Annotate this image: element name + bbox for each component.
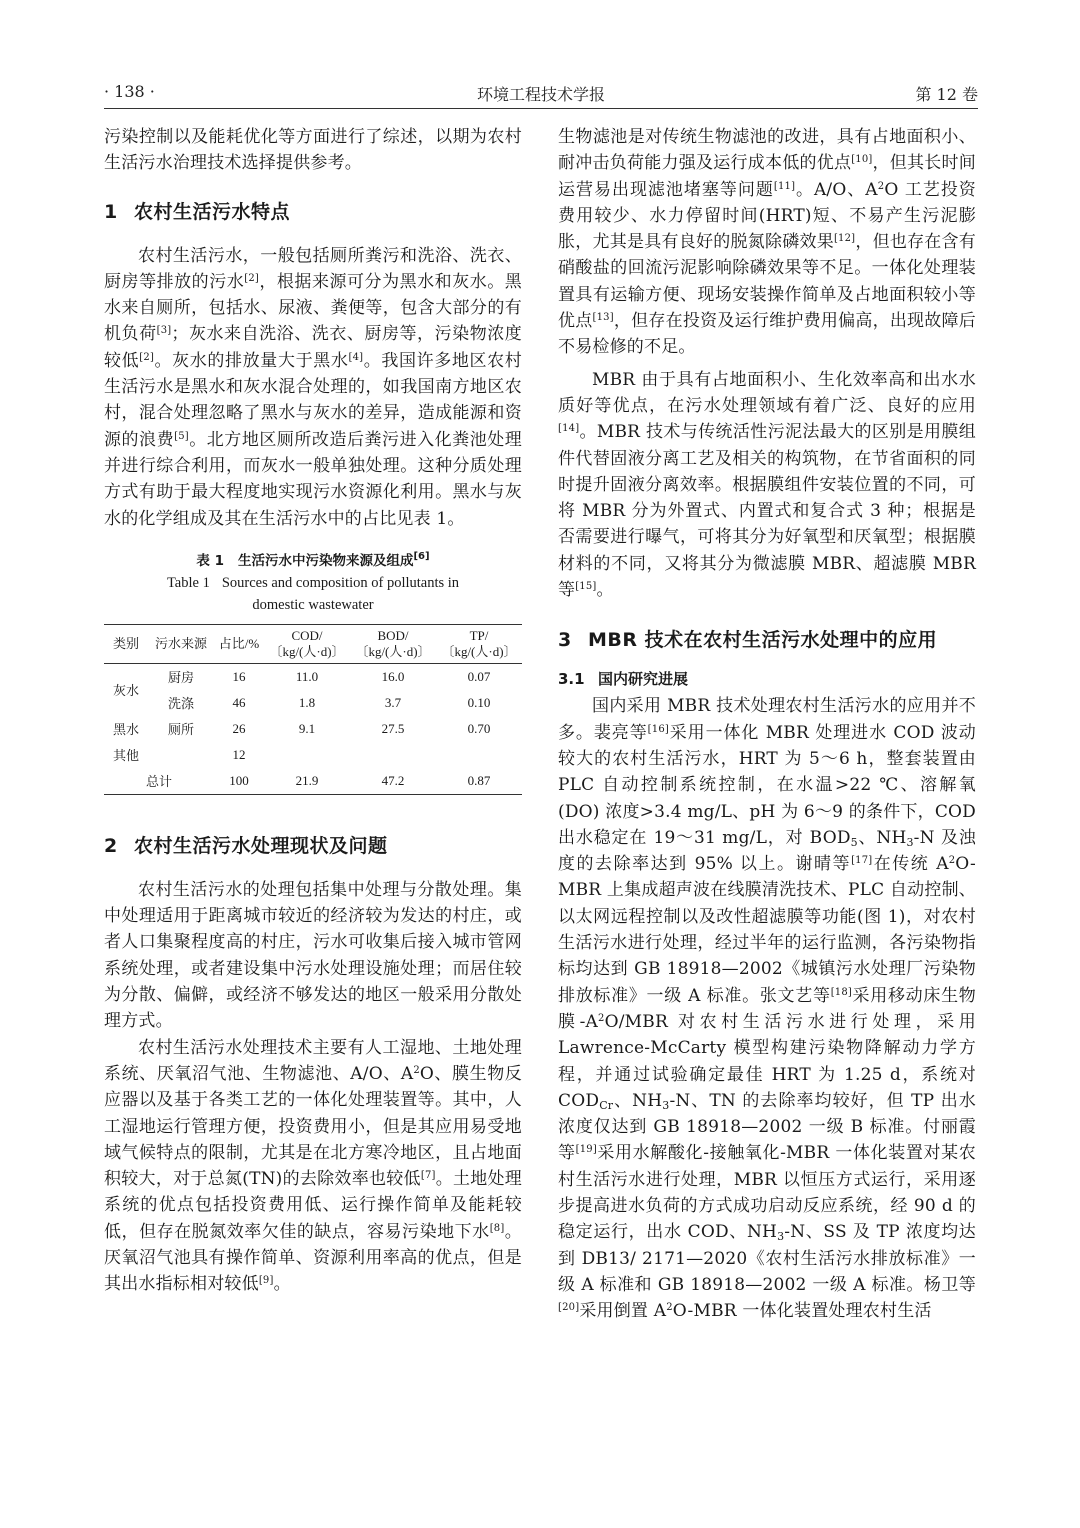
left-column	[104, 124, 522, 1298]
section-3-heading: 3 MBR 技术在农村生活污水处理中的应用	[558, 629, 938, 652]
table-row: 其他 12	[112, 746, 246, 764]
citation: [2]	[244, 272, 260, 284]
citation: [5]	[174, 430, 189, 442]
table-1	[104, 550, 522, 795]
citation: [19]	[575, 1144, 597, 1156]
header-rule	[104, 108, 978, 109]
right-column	[558, 124, 976, 1324]
citation: [17]	[851, 855, 873, 867]
subsection-3-1-paragraph: 国内采用 MBR 技术处理农村生活污水的应用并不多。裴亮等[16]采用一体化 MBR 处理进水 COD 波动较大的农村生活污水，HRT 为 5～6 h，整套装置由 PLC 自动控制系统控制，在水温>22 ℃、溶解氧 (DO) 浓度>3.4 mg/L、pH 为 6～9 的条件下，COD 出水稳定在 19～31 mg/L，对 $BOD_5$、$NH_3-N$ 及浊度的去除率达到 95% 以上。谢晴等[17]在传统 $A^2O$-MBR 上集成超声波在线膜清洗技术、PLC 自动控制、以太网远程控制以及改性超滤膜等功能(图 1)，对农村生活污水进行处理，经过半年的运行监测，各污染物指标均达到 GB 18918—2002《城镇污水处理厂污染物排放标准》一级 A 标准。张文艺等[18]采用移动床生物膜$-A^2O$/MBR 对农村生活污水进行处理，采用 Lawrence-McCarty 模型构建污染物降解动力学方程，并通过试验确定最佳 HRT 为 1.25 d，系统对 $COD_{Cr}$、$NH_3-N$、TN 的去除率均较好，但 TP 出水浓度仅达到 GB 18918—2002 一级 B 标准。付丽霞等[19]采用水解酸化-接触氧化-MBR 一体化装置对某农村生活污水进行处理，MBR 以恒压方式运行，采用逐步提高进水负荷的方式成功启动反应系统，经 90 d 的稳定运行，出水 COD、$NH_3-N$、SS 及 TP 浓度均达到 DB13/ 2171—2020《农村生活污水排放标准》一级 A 标准和 GB 18918—2002 一级 A 标准。杨卫等[20]采用倒置 $A^2O$-MBR 一体化装置处理农村生活	[558, 696, 977, 1322]
citation: [8]	[489, 1222, 505, 1234]
citation: [16]	[647, 723, 669, 735]
section-title: 农村生活污水特点	[134, 200, 291, 223]
table-row: 总计 100 21.9 47.2 0.87	[145, 772, 491, 790]
col-header-cod: COD/ 〔kg/(人·d)〕	[264, 624, 350, 663]
intro-paragraph-end: 污染控制以及能耗优化等方面进行了综述，以期为农村生活污水治理技术选择提供参考。	[104, 127, 522, 174]
citation: [9]	[258, 1275, 274, 1287]
col-header-bod: BOD/ 〔kg/(人·d)〕	[350, 624, 436, 663]
section-1-heading	[104, 199, 522, 225]
section-1-paragraph: 农村生活污水，一般包括厕所粪污和洗浴、洗衣、厨房等排放的污水[2]，根据来源可分为黑水和灰水。黑水来自厕所，包括水、尿液、粪便等，包含大部分的有机负荷[3]；灰水来自洗浴、洗衣、厨房等，污染物浓度较低[2]。灰水的排放量大于黑水[4]。我国许多地区农村生活污水是黑水和灰水混合处理的，如我国南方地区农村，混合处理忽略了黑水与灰水的差异，造成能源和资源的浪费[5]。北方地区厕所改造后粪污进入化粪池处理并进行综合利用，而灰水一般单独处理。这种分质处理方式有助于最大程度地实现污水资源化利用。黑水与灰水的化学组成及其在生活污水中的占比见表 1。	[104, 245, 523, 529]
table-row: 灰水 厨房 16 11.0 16.0 0.07	[112, 668, 491, 699]
citation: [14]	[558, 423, 580, 435]
citation: [7]	[420, 1170, 436, 1182]
table-caption-cn: 表 1 生活污水中污染物来源及组成[6]	[196, 550, 430, 569]
citation: [15]	[575, 581, 597, 593]
running-header	[104, 78, 978, 108]
section-2-paragraph-cont: 生物滤池是对传统生物滤池的改进，具有占地面积小、耐冲击负荷能力强及运行成本低的优点[10]，但其长时间运营易出现滤池堵塞等问题[11]。A/O、$A^2O$ 工艺投资费用较少、水力停留时间(HRT)短、不易产生污泥膨胀，尤其是具有良好的脱氮除磷效果[12]，但也存在含有硝酸盐的回流污泥影响除磷效果等不足。一体化处理装置具有运输方便、现场安装操作简单及占地面积较小等优点[13]，但存在投资及运行维护费用偏高，出现故障后不易检修的不足。	[558, 127, 977, 358]
col-header-tp: TP/ 〔kg/(人·d)〕	[436, 624, 522, 663]
data-table	[104, 624, 522, 795]
table-row: 黑水 厕所 26 9.1 27.5 0.70	[112, 720, 491, 738]
section-number: 1	[104, 200, 118, 223]
volume-label: 第 12 卷	[915, 85, 978, 104]
table-row: 洗涤 46 1.8 3.7 0.10	[167, 694, 491, 712]
citation: [13]	[592, 312, 614, 324]
citation: [20]	[558, 1302, 580, 1314]
citation: [12]	[833, 233, 856, 245]
citation: [11]	[773, 180, 796, 192]
mbr-paragraph: MBR 由于具有占地面积小、生化效率高和出水水质好等优点，在污水处理领域有着广泛、良好的应用[14]。MBR 技术与传统活性污泥法最大的区别是用膜组件代替固液分离工艺及相关的构筑物，在节省面积的同时提升固液分离效率。根据膜组件安装位置的不同，可将 MBR 分为外置式、内置式和复合式 3 种；根据是否需要进行曝气，可将其分为好氧型和厌氧型；根据膜材料的不同，又将其分为微滤膜 MBR、超滤膜 MBR 等[15]。	[558, 369, 976, 601]
page-number: · 138 ·	[104, 82, 155, 101]
citation: [3]	[156, 325, 172, 337]
col-header-source: 污水来源	[148, 624, 214, 663]
citation: [10]	[851, 154, 873, 166]
citation: [18]	[830, 986, 853, 998]
citation: [2]	[139, 351, 155, 363]
col-header-ratio: 占比/%	[214, 624, 264, 663]
journal-name: 环境工程技术学报	[476, 85, 605, 104]
subsection-3-1-heading: 3.1 国内研究进展	[558, 670, 689, 689]
section-2-paragraph-2: 农村生活污水处理技术主要有人工湿地、土地处理系统、厌氧沼气池、生物滤池、A/O、$A^2O$、膜生物反应器以及基于各类工艺的一体化处理装置等。其中，人工湿地运行管理方便，投资费用小，但是其应用易受地域气候特点的限制，尤其是在北方寒冷地区，且占地面积较大，对于总氮(TN)的去除效率也较低[7]。土地处理系统的优点包括投资费用低、运行操作简单及能耗较低，但存在脱氮效率欠佳的缺点，容易污染地下水[8]。厌氧沼气池具有操作简单、资源利用率高的优点，但是其出水指标相对较低[9]。	[104, 1037, 523, 1295]
col-header-category: 类别	[104, 624, 148, 663]
table-caption-en-line2: domestic wastewater	[252, 596, 374, 613]
section-2-paragraph-1: 农村生活污水的处理包括集中处理与分散处理。集中处理适用于距离城市较近的经济较为发达的村庄，或者人口集聚程度高的村庄，污水可收集后接入城市管网系统处理，或者建设集中污水处理设施处理；而居住较为分散、偏僻，或经济不够发达的地区一般采用分散处理方式。	[104, 879, 522, 1032]
table-caption-en: Table 1 Sources and composition of pollutants in	[166, 574, 460, 591]
section-2-heading: 2 农村生活污水处理现状及问题	[104, 834, 388, 857]
citation: [4]	[348, 351, 364, 363]
